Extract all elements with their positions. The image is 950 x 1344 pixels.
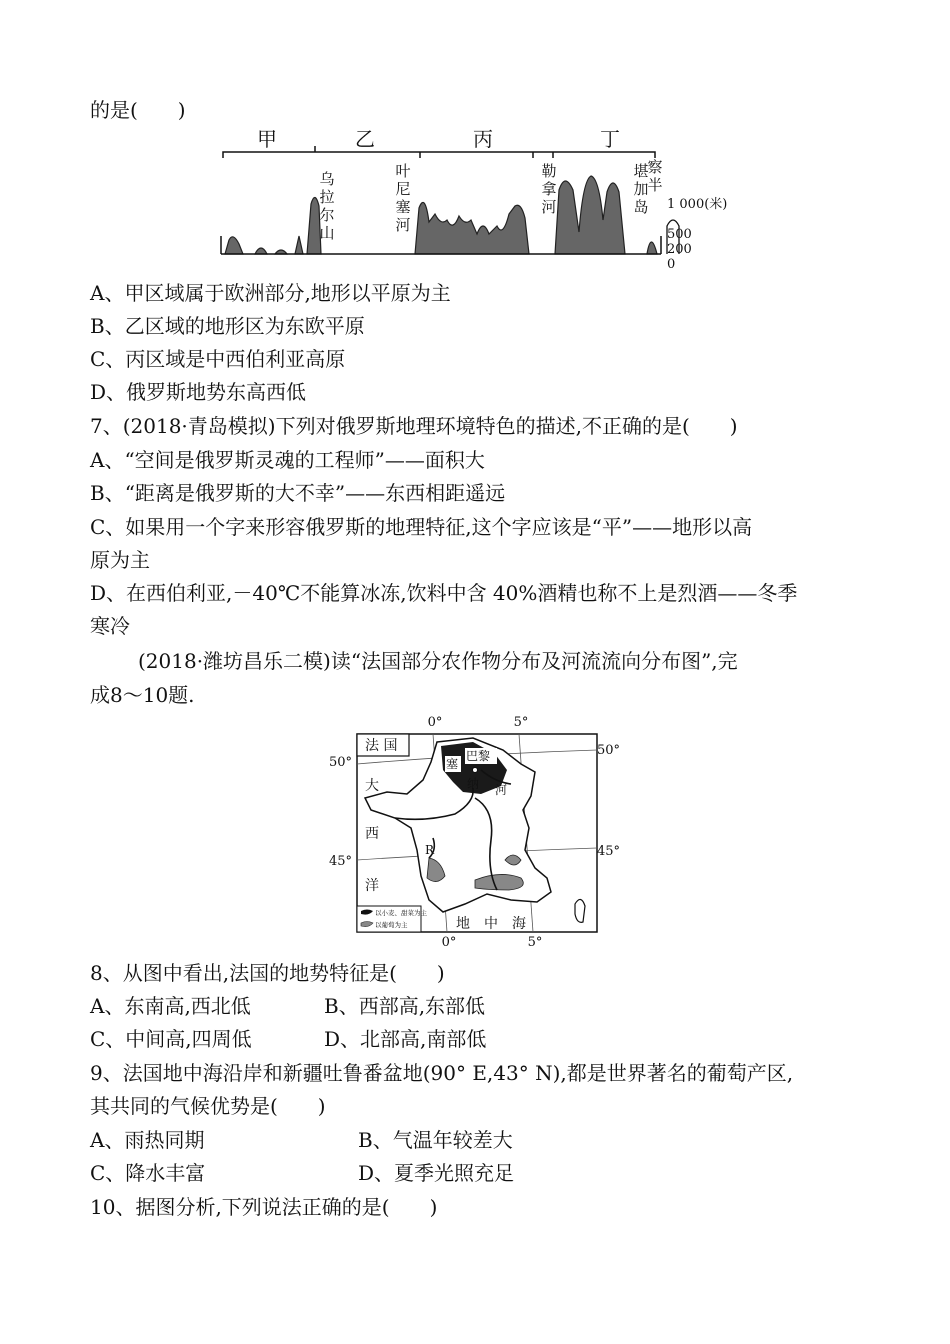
scale-200: 200 xyxy=(667,242,692,257)
q7-option-a: A、“空间是俄罗斯灵魂的工程师”——面积大 xyxy=(90,448,485,472)
svg-text:半: 半 xyxy=(647,176,663,194)
region-yi: 乙 xyxy=(355,127,375,151)
q8-option-a: A、东南高,西北低 xyxy=(90,994,251,1018)
q9-option-d: D、夏季光照充足 xyxy=(358,1161,515,1185)
scale-0: 0 xyxy=(667,257,676,272)
label-lena: 勒拿河 xyxy=(541,162,557,216)
ocean-label-2: 西 xyxy=(365,826,379,842)
svg-text:察: 察 xyxy=(647,158,663,176)
france-crop-map xyxy=(325,710,630,955)
q6-option-c: C、丙区域是中西伯利亚高原 xyxy=(90,347,346,371)
ocean-label-1: 大 xyxy=(365,778,379,794)
q8-options-row-1 xyxy=(90,993,485,1019)
q7-option-c-cont: 原为主 xyxy=(90,548,150,572)
q8-option-c: C、中间高,四周低 xyxy=(90,1027,252,1051)
region-jia: 甲 xyxy=(257,127,277,151)
scale-1000: 1 000(米) xyxy=(667,197,728,212)
q7-option-d: D、在西伯利亚,－40℃不能算冰冻,饮料中含 40%酒精也称不上是烈酒——冬季 xyxy=(90,581,798,605)
q7-option-c: C、如果用一个字来形容俄罗斯的地理特征,这个字应该是“平”——地形以高 xyxy=(90,515,753,539)
q6-stem-tail: 的是( ) xyxy=(90,98,186,122)
svg-text:堪: 堪 xyxy=(633,162,649,180)
region-ding: 丁 xyxy=(600,127,620,151)
russia-terrain-profile xyxy=(215,122,740,277)
lat-left-50: 50° xyxy=(329,755,353,770)
legend-wheat: 以小麦、甜菜为主 xyxy=(375,909,427,917)
q9-stem-1: 9、法国地中海沿岸和新疆吐鲁番盆地(90° E,43° N),都是世界著名的葡萄产区, xyxy=(90,1061,794,1085)
svg-text:岛: 岛 xyxy=(633,198,649,216)
legend-grape: 以葡萄为主 xyxy=(375,921,408,929)
q8-option-d: D、北部高,南部低 xyxy=(324,1027,487,1051)
lon-bottom-0: 0° xyxy=(441,935,457,950)
sea-label: 地 中 海 xyxy=(456,916,526,932)
q8-stem: 8、从图中看出,法国的地势特征是( ) xyxy=(90,961,445,985)
q7-stem: 7、(2018·青岛模拟)下列对俄罗斯地理环境特色的描述,不正确的是( ) xyxy=(90,414,738,438)
q10-stem: 10、据图分析,下列说法正确的是( ) xyxy=(90,1195,438,1219)
q6-option-b: B、乙区域的地形区为东欧平原 xyxy=(90,314,365,338)
q9-option-a: A、雨热同期 xyxy=(90,1128,205,1152)
q9-option-b: B、气温年较差大 xyxy=(358,1128,513,1152)
lat-right-50: 50° xyxy=(597,743,621,758)
seine-label-2: 纳 xyxy=(467,777,480,791)
label-ural: 乌拉尔山 xyxy=(319,170,335,242)
intro-line-1: (2018·潍坊昌乐二模)读“法国部分农作物分布及河流流向分布图”,完 xyxy=(138,649,738,673)
seine-label-3: 河 xyxy=(495,783,508,797)
r-label: R xyxy=(425,843,435,857)
scale-500: 500 xyxy=(667,227,692,242)
q9-options-row-1 xyxy=(90,1127,513,1153)
q9-option-c: C、降水丰富 xyxy=(90,1161,206,1185)
paris-label: 巴黎 xyxy=(466,749,491,763)
region-bing: 丙 xyxy=(473,127,493,151)
lon-top-5: 5° xyxy=(513,715,529,730)
q8-options-row-2 xyxy=(90,1026,486,1052)
svg-text:加: 加 xyxy=(633,180,649,198)
ocean-label-3: 洋 xyxy=(365,878,379,894)
map-title: 法 国 xyxy=(365,738,398,754)
lon-top-0: 0° xyxy=(427,715,443,730)
lat-left-45: 45° xyxy=(329,854,353,869)
q9-stem-2: 其共同的气候优势是( ) xyxy=(90,1094,326,1118)
q9-options-row-2 xyxy=(90,1160,514,1186)
q6-option-d: D、俄罗斯地势东高西低 xyxy=(90,380,307,404)
q8-option-b: B、西部高,东部低 xyxy=(324,994,486,1018)
lon-bottom-5: 5° xyxy=(527,935,543,950)
label-yenisei: 叶尼塞河 xyxy=(395,162,411,234)
q7-option-d-cont: 寒冷 xyxy=(90,614,130,638)
q6-option-a: A、甲区域属于欧洲部分,地形以平原为主 xyxy=(90,281,451,305)
q7-option-b: B、“距离是俄罗斯的大不幸”——东西相距遥远 xyxy=(90,481,506,505)
lat-right-45: 45° xyxy=(597,844,621,859)
intro-line-2: 成8～10题. xyxy=(90,683,195,707)
seine-label-1: 塞 xyxy=(446,757,459,771)
